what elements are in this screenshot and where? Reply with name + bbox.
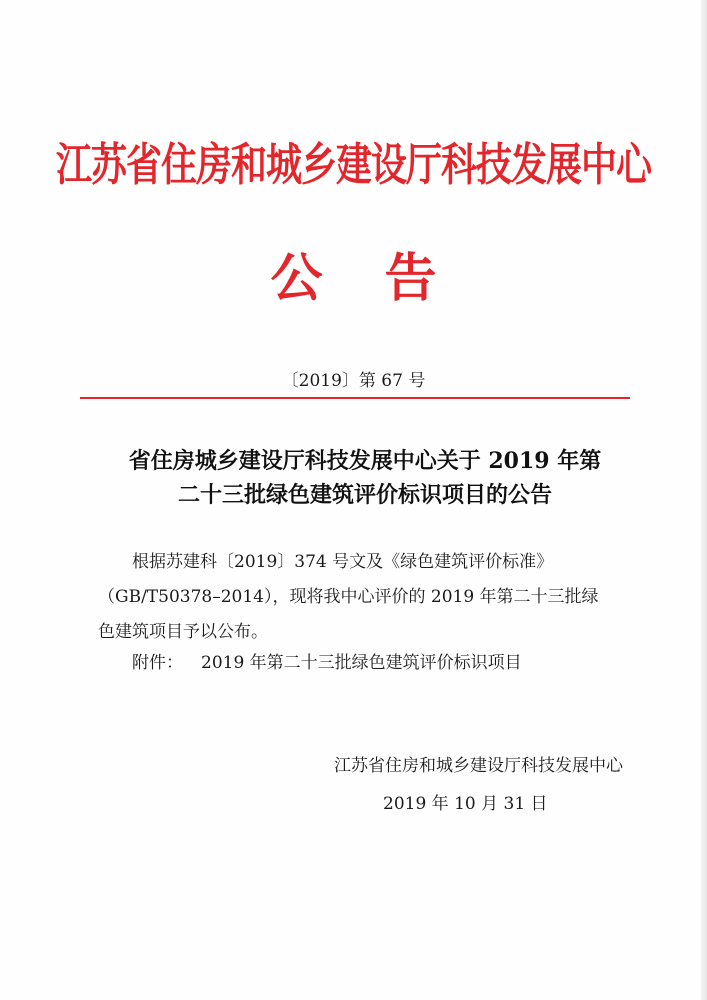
attachment-label: 附件： <box>132 653 183 673</box>
title-line-1: 省住房城乡建设厅科技发展中心关于 2019 年第 <box>128 448 602 474</box>
announcement-title <box>95 444 635 512</box>
signature-date: 2019 年 10 月 31 日 <box>383 794 548 814</box>
body-line-2: （GB/T50378–2014），现将我中心评价的 2019 年第二十三批绿 <box>98 587 599 607</box>
title-line-2: 二十三批绿色建筑评价标识项目的公告 <box>177 482 552 508</box>
notice-heading: 公告 <box>270 248 499 309</box>
red-divider <box>80 397 630 399</box>
body-line-1: 根据苏建科〔2019〕374 号文及《绿色建筑评价标准》 <box>132 552 554 572</box>
issuer-header: 江苏省住房和城乡建设厅科技发展中心 <box>55 138 651 192</box>
signature-issuer: 江苏省住房和城乡建设厅科技发展中心 <box>334 756 623 776</box>
body-line-3: 色建筑项目予以公布。 <box>98 622 268 642</box>
document-number: 〔2019〕第 67 号 <box>281 371 426 391</box>
announcement-body <box>98 545 638 650</box>
attachment-text: 2019 年第二十三批绿色建筑评价标识项目 <box>201 653 522 673</box>
attachment-line <box>132 648 522 673</box>
